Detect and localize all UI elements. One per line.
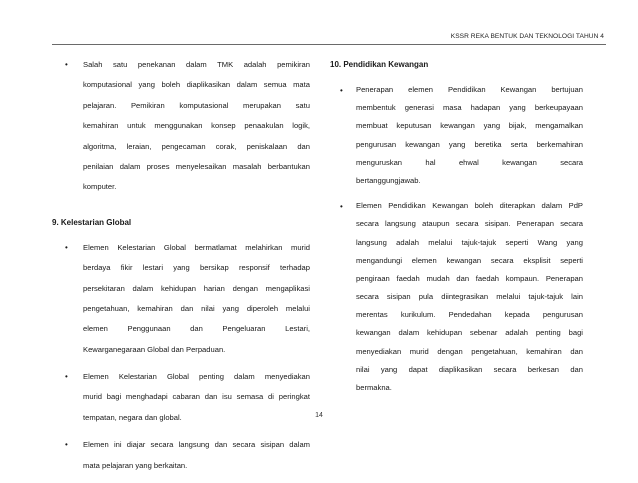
bullet-text-line: bermakna. bbox=[356, 383, 392, 392]
left-section-bullets bbox=[52, 238, 310, 476]
bullet-icon: • bbox=[65, 440, 68, 450]
bullet-item bbox=[330, 197, 583, 397]
bullet-text-line: membentuk generasi masa hadapan yang berkeupayaan bbox=[356, 103, 583, 113]
bullet-item bbox=[52, 367, 310, 428]
right-section-bullets bbox=[330, 81, 583, 397]
bullet-text-line: algoritma, leraian, pengecaman corak, peniskalaan dan bbox=[83, 141, 310, 151]
bullet-text-line: pengiraan faedah mudah dan faedah kompaun. Penerapan bbox=[356, 273, 583, 283]
bullet-text-line: murid bagi menghadapi cabaran dan isu semasa di peringkat bbox=[83, 392, 310, 402]
bullet-icon: • bbox=[340, 86, 343, 95]
page-number: 14 bbox=[315, 412, 323, 419]
bullet-text-line: Penerapan elemen Pendidikan Kewangan bertujuan bbox=[356, 85, 583, 94]
bullet-text-line: Elemen Pendidikan Kewangan boleh diterapkan dalam PdP bbox=[356, 201, 583, 211]
bullet-text-line: secara langsung ataupun secara sisipan. Penerapan secara bbox=[356, 219, 583, 229]
bullet-text-line: Elemen Kelestarian Global penting dalam menyediakan bbox=[83, 372, 310, 382]
bullet-text-line: kemahiran untuk menggunakan konsep penaakulan logik, bbox=[83, 121, 310, 131]
section-title-pendidikan-kewangan: 10. Pendidikan Kewangan bbox=[330, 60, 429, 69]
bullet-icon: • bbox=[340, 202, 343, 212]
bullet-text-line: menguruskan hal ehwal kewangan secara bbox=[356, 157, 583, 167]
bullet-text-line: mengandungi elemen kewangan secara eksplisit seperti bbox=[356, 255, 583, 265]
bullet-item bbox=[330, 81, 583, 190]
bullet-icon: • bbox=[65, 372, 68, 382]
bullet-text-line: merentas kurikulum. Pendedahan kepada pengurusan bbox=[356, 310, 583, 320]
bullet-text-line: kewangan dalam kehidupan sebenar adalah penting bagi bbox=[356, 328, 583, 338]
bullet-text-line: mata pelajaran yang berkaitan. bbox=[83, 460, 188, 470]
bullet-text-line: nilai yang dapat diaplikasikan secara berkesan dan bbox=[356, 364, 583, 374]
left-top-bullets bbox=[52, 55, 310, 198]
bullet-text-line: komputasional yang boleh diaplikasikan dalam semua mata bbox=[83, 80, 310, 90]
bullet-text-line: Elemen ini diajar secara langsung dan secara sisipan dalam bbox=[83, 440, 310, 450]
bullet-text-line: tempatan, negara dan global. bbox=[83, 412, 182, 422]
bullet-icon: • bbox=[65, 242, 68, 252]
bullet-item bbox=[52, 238, 310, 360]
section-title-kelestarian-global: 9. Kelestarian Global bbox=[52, 217, 132, 227]
bullet-text-line: pengurusan kewangan yang beretika serta berkemahiran bbox=[356, 139, 583, 149]
bullet-text-line: langsung adalah melalui tajuk-tajuk seperti Wang yang bbox=[356, 237, 583, 247]
bullet-text-line: komputer. bbox=[83, 182, 117, 192]
right-column bbox=[330, 55, 583, 404]
bullet-text-line: berdaya fikir lestari yang bersikap responsif terhadap bbox=[83, 263, 310, 273]
bullet-item bbox=[52, 55, 310, 198]
bullet-text-line: penilaian dalam proses menyelesaikan masalah berbantukan bbox=[83, 161, 310, 171]
bullet-text-line: membuat keputusan kewangan yang bijak, mengamalkan bbox=[356, 121, 583, 131]
bullet-text-line: pelajaran. Pemikiran komputasional merupakan satu bbox=[83, 100, 310, 110]
bullet-icon: • bbox=[65, 60, 68, 69]
bullet-text-line: persekitaran dalam kehidupan harian dengan mengaplikasi bbox=[83, 283, 310, 293]
bullet-text-line: Elemen Kelestarian Global bermatlamat melahirkan murid bbox=[83, 242, 310, 252]
header-rule bbox=[52, 44, 606, 45]
running-header: KSSR REKA BENTUK DAN TEKNOLOGI TAHUN 4 bbox=[450, 33, 604, 40]
bullet-text-line: Kewarganegaraan Global dan Perpaduan. bbox=[83, 344, 226, 354]
bullet-text-line: Salah satu penekanan dalam TMK adalah pemikiran bbox=[83, 60, 310, 69]
bullet-text-line: elemen Penggunaan dan Pengeluaran Lestari, bbox=[83, 324, 310, 334]
bullet-text-line: pengetahuan, kemahiran dan nilai yang diperoleh melalui bbox=[83, 303, 310, 313]
bullet-text-line: bertanggungjawab. bbox=[356, 175, 421, 185]
bullet-item bbox=[52, 435, 310, 476]
bullet-text-line: secara sisipan pula diintegrasikan melalui tajuk-tajuk lain bbox=[356, 292, 583, 302]
bullet-text-line: menyediakan murid dengan pengetahuan, kemahiran dan bbox=[356, 346, 583, 356]
